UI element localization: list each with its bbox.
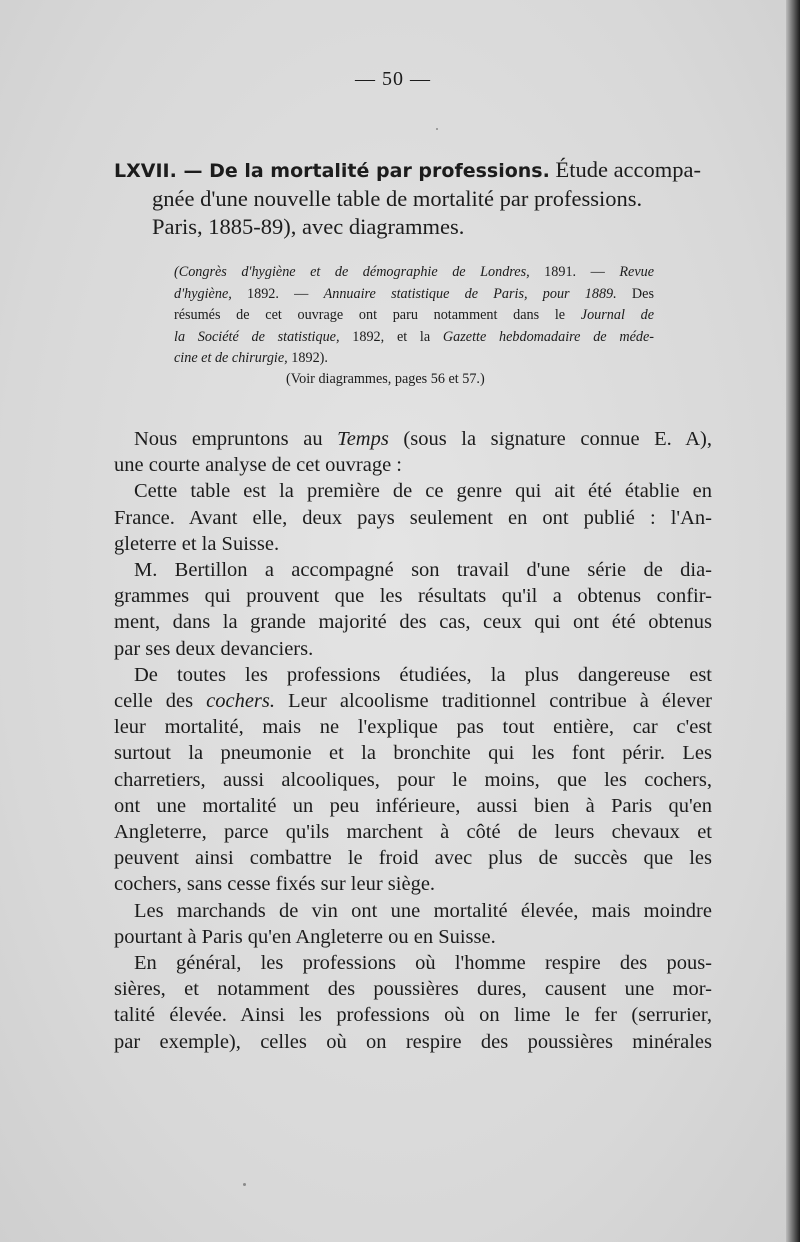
text-line: En général, les professions où l'homme respire des pous- [134, 952, 712, 975]
reference-gazette: Gazette hebdomadaire de méde- [442, 328, 654, 345]
reference-chirurgie: cine et de chirurgie, [174, 350, 288, 366]
entry-heading-line-1 [114, 156, 720, 185]
text-line: Cette table est la première de ce genre qui ait été établie en [134, 480, 712, 503]
text-line: sières, et notamment des poussières dures, causent une mor- [114, 978, 712, 1001]
text-line: charretiers, aussi alcooliques, pour le moins, que les cochers, [114, 768, 712, 791]
entry-title-rest: Étude accompa- [549, 157, 702, 182]
text-line: par exemple), celles où on respire des poussières minérales [114, 1030, 712, 1053]
text-line: Angleterre, parce qu'ils marchent à côté de leurs chevaux et [114, 821, 712, 844]
text-line: peuvent ainsi combattre le froid avec plus de succès que les [114, 847, 712, 870]
reference-congress: (Congrès d'hygiène et de démographie de Londres, [174, 264, 530, 280]
text-line: Les marchands de vin ont une mortalité élevée, mais moindre [134, 899, 712, 922]
paper-speck [436, 128, 438, 130]
reference-line [174, 305, 654, 327]
body-text [114, 426, 712, 1055]
entry-number: LXVII. [114, 160, 177, 182]
entry-title-bold: De la mortalité par professions. [209, 160, 550, 182]
text-line: gleterre et la Suisse. [114, 532, 280, 555]
text-line [114, 426, 712, 452]
reference-societe: la Société de statistique, [174, 328, 340, 345]
text-line: France. Avant elle, deux pays seulement en ont publié : l'An- [114, 506, 712, 529]
reference-revue: Revue [619, 264, 655, 280]
text-line: De toutes les professions étudiées, la plus dangereuse est [134, 663, 712, 686]
reference-line [174, 348, 654, 370]
text-line: cochers, sans cesse fixés sur leur siège. [114, 873, 436, 896]
reference-text: 1891. — [529, 264, 620, 280]
text-segment: Nous empruntons au [134, 428, 338, 450]
text-line: pourtant à Paris qu'en Angleterre ou en Suisse. [114, 925, 496, 948]
paper-speck [243, 1183, 246, 1186]
text-line: ont une mortalité un peu inférieure, aussi bien à Paris qu'en [114, 794, 712, 817]
reference-text: 1892). [287, 350, 328, 366]
reference-journal: Journal de [580, 307, 655, 323]
text-line: une courte analyse de cet ouvrage : [114, 454, 403, 477]
text-line: leur mortalité, mais ne l'explique pas tout entière, car c'est [114, 716, 712, 739]
text-line: surtout la pneumonie et la bronchite qui les font périr. Les [114, 742, 712, 765]
text-segment: (sous la signature connue E. A), [388, 428, 712, 450]
page-edge-shadow [786, 0, 800, 1242]
reference-text: résumés de cet ouvrage ont paru notamment dans le [174, 307, 581, 323]
text-line: M. Bertillon a accompagné son travail d'une série de dia- [134, 559, 712, 582]
entry-dash: — [176, 160, 210, 182]
entry-heading-line-2: gnée d'une nouvelle table de mortalité par professions. [152, 186, 643, 211]
see-diagrams-note: (Voir diagrammes, pages 56 et 57.) [286, 371, 485, 387]
page-number: — 50 — [355, 68, 431, 90]
entry-heading [114, 156, 720, 241]
text-italic: Temps [337, 428, 389, 450]
reference-text: 1892, et la [339, 328, 443, 345]
reference-annuaire: Annuaire statistique de Paris, pour 1889. [323, 285, 617, 302]
text-segment: celle des [114, 690, 207, 713]
entry-heading-line-3: Paris, 1885-89), avec diagrammes. [152, 214, 465, 239]
text-line [114, 688, 712, 714]
text-segment: Leur alcoolisme traditionnel contribue à élever [275, 690, 712, 713]
text-line: par ses deux devanciers. [114, 637, 314, 660]
text-line: grammes qui prouvent que les résultats qu'il a obtenus confir- [114, 585, 712, 608]
reference-text: Des [616, 285, 654, 302]
reference-text: 1892. — [231, 285, 324, 302]
reference-line [174, 262, 654, 284]
text-italic: cochers. [206, 690, 276, 713]
text-line: talité élevée. Ainsi les professions où on lime le fer (serrurier, [114, 1004, 712, 1027]
reference-line [174, 327, 654, 349]
bibliographic-references [174, 262, 654, 370]
reference-line [174, 284, 654, 306]
reference-hygiene: d'hygiène, [174, 285, 232, 302]
text-line: ment, dans la grande majorité des cas, ceux qui ont été obtenus [114, 611, 712, 634]
